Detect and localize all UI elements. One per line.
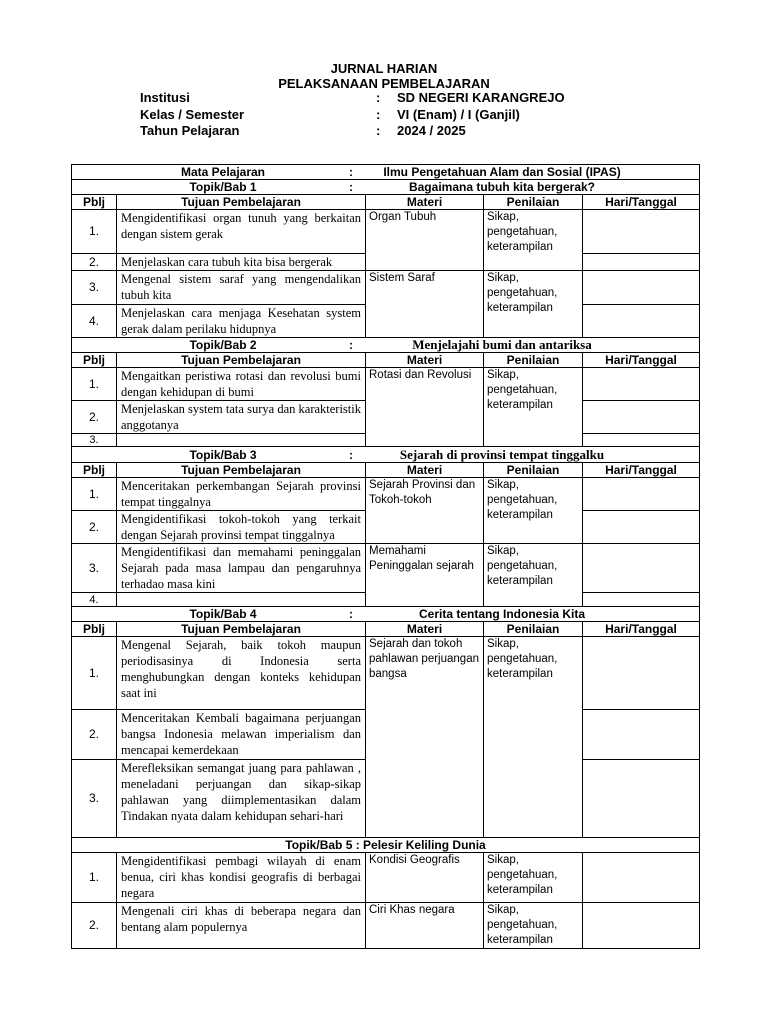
col-penilaian: Penilaian [484,622,583,637]
meta-value: 2024 / 2025 [397,123,466,138]
row-number: 4. [72,305,117,338]
col-pblj: Pblj [72,353,117,368]
row-tujuan: Mengenali ciri khas di beberapa negara dan bentang alam populernya [117,903,366,949]
row-hari [583,254,700,271]
topic-row [72,607,700,622]
topic-colon: : [349,447,353,462]
row-number: 2. [72,401,117,434]
row-penilaian: Sikap, pengetahuan, keterampilan [484,853,583,903]
col-pblj: Pblj [72,195,117,210]
column-header-row [72,195,700,210]
row-hari [583,401,700,434]
topic-label: Topik/Bab 4 [189,607,257,621]
row-materi: Organ Tubuh [366,210,484,271]
topic-label: Topik/Bab 1 [189,180,257,194]
meta-colon: : [376,123,381,138]
topic-row [72,180,700,195]
row-hari [583,511,700,544]
col-hari: Hari/Tanggal [583,195,700,210]
col-tujuan: Tujuan Pembelajaran [117,622,366,637]
col-materi: Materi [366,353,484,368]
col-tujuan: Tujuan Pembelajaran [117,195,366,210]
topic-cell: Topik/Bab 5 : Pelesir Keliling Dunia [72,838,700,853]
col-penilaian: Penilaian [484,463,583,478]
row-penilaian: Sikap, pengetahuan, keterampilan [484,478,583,544]
meta-value: VI (Enam) / I (Ganjil) [397,107,520,122]
topic-colon: : [349,180,353,194]
table-row [72,478,700,511]
row-tujuan: Mengaitkan peristiwa rotasi dan revolusi bumi dengan kehidupan di bumi [117,368,366,401]
col-tujuan: Tujuan Pembelajaran [117,463,366,478]
row-hari [583,710,700,760]
row-materi: Rotasi dan Revolusi [366,368,484,447]
topic-cell [72,607,700,622]
row-number: 1. [72,637,117,710]
col-pblj: Pblj [72,463,117,478]
column-header-row [72,353,700,368]
row-hari [583,368,700,401]
row-hari [583,210,700,254]
row-number: 1. [72,853,117,903]
subject-cell [72,165,700,180]
topic-value: Sejarah di provinsi tempat tinggalku [399,446,605,462]
row-number: 3. [72,434,117,447]
col-materi: Materi [366,195,484,210]
topic-value: Bagaimana tubuh kita bergerak? [408,180,596,194]
table-row [72,368,700,401]
row-tujuan: Menjelaskan system tata surya dan karakteristik anggotanya [117,401,366,434]
meta-label: Tahun Pelajaran [140,123,240,138]
col-materi: Materi [366,622,484,637]
row-tujuan: Menjelaskan cara tubuh kita bisa bergerak [117,254,366,271]
row-tujuan: Mengidentifikasi organ tunuh yang berkaitan dengan sistem gerak [117,210,366,254]
column-header-row [72,622,700,637]
row-penilaian: Sikap, pengetahuan, keterampilan [484,271,583,338]
row-hari [583,853,700,903]
document-subtitle: PELAKSANAAN PEMBELAJARAN [278,76,490,91]
row-number: 1. [72,210,117,254]
row-number: 1. [72,368,117,401]
table-row [72,637,700,710]
col-hari: Hari/Tanggal [583,622,700,637]
subject-colon: : [349,165,353,179]
row-tujuan: Mengidentifikasi tokoh-tokoh yang terkait dengan Sejarah provinsi tempat tinggalnya [117,511,366,544]
row-number: 1. [72,478,117,511]
topic-row [72,838,700,853]
row-materi: Sistem Saraf [366,271,484,338]
col-hari: Hari/Tanggal [583,353,700,368]
row-tujuan [117,593,366,607]
row-penilaian: Sikap, pengetahuan, keterampilan [484,637,583,838]
row-tujuan: Mengidentifikasi dan memahami peninggalan Sejarah pada masa lampau dan pengaruhnya terhadao masa kini [117,544,366,593]
table-row [72,210,700,254]
row-hari [583,637,700,710]
row-tujuan: Menceritakan Kembali bagaimana perjuangan bangsa Indonesia melawan imperialism dan mencapai kemerdekaan [117,710,366,760]
subject-row [72,165,700,180]
meta-colon: : [376,107,381,122]
subject-label: Mata Pelajaran [180,165,266,179]
subject-value: Ilmu Pengetahuan Alam dan Sosial (IPAS) [383,165,621,179]
row-materi: Memahami Peninggalan sejarah [366,544,484,607]
row-tujuan: Menjelaskan cara menjaga Kesehatan system gerak dalam perilaku hidupnya [117,305,366,338]
topic-value: Cerita tentang Indonesia Kita [418,607,586,621]
row-hari [583,593,700,607]
row-tujuan: Merefleksikan semangat juang para pahlawan , meneladani perjuangan dan sikap-sikap pahlawan yang diimplementasikan dalam Tindakan nyata dalam kehidupan sehari-hari [117,760,366,838]
topic-cell [72,338,700,353]
col-hari: Hari/Tanggal [583,463,700,478]
row-hari [583,271,700,305]
row-tujuan [117,434,366,447]
meta-label: Institusi [140,90,190,105]
table-row [72,903,700,949]
row-number: 3. [72,271,117,305]
col-materi: Materi [366,463,484,478]
row-penilaian: Sikap, pengetahuan, keterampilan [484,544,583,607]
row-tujuan: Mengenal Sejarah, baik tokoh maupun periodisasinya di Indonesia serta menghubungkan dengan konteks kehidupan saat ini [117,637,366,710]
column-header-row [72,463,700,478]
row-penilaian: Sikap, pengetahuan, keterampilan [484,903,583,949]
row-tujuan: Mengenal sistem saraf yang mengendalikan tubuh kita [117,271,366,305]
row-hari [583,434,700,447]
meta-colon: : [376,90,381,105]
row-hari [583,760,700,838]
row-hari [583,305,700,338]
row-materi: Kondisi Geografis [366,853,484,903]
row-materi: Sejarah Provinsi dan Tokoh-tokoh [366,478,484,544]
topic-cell [72,180,700,195]
row-number: 3. [72,544,117,593]
table-row [72,853,700,903]
row-number: 4. [72,593,117,607]
topic-value: Menjelajahi bumi dan antariksa [412,337,592,352]
row-number: 2. [72,903,117,949]
row-tujuan: Menceritakan perkembangan Sejarah provinsi tempat tinggalnya [117,478,366,511]
topic-row [72,338,700,353]
meta-label: Kelas / Semester [140,107,245,122]
row-materi: Sejarah dan tokoh pahlawan perjuangan bangsa [366,637,484,838]
topic-label: Topik/Bab 2 [189,338,257,352]
row-penilaian: Sikap, pengetahuan, keterampilan [484,210,583,271]
topic-colon: : [349,607,353,621]
document-title: JURNAL HARIAN [330,61,438,76]
journal-table [71,164,700,949]
row-penilaian: Sikap, pengetahuan, keterampilan [484,368,583,447]
row-number: 2. [72,710,117,760]
row-number: 2. [72,511,117,544]
row-number: 2. [72,254,117,271]
col-penilaian: Penilaian [484,195,583,210]
row-hari [583,903,700,949]
meta-value: SD NEGERI KARANGREJO [397,90,565,105]
topic-colon: : [349,338,353,352]
col-penilaian: Penilaian [484,353,583,368]
table-row [72,271,700,305]
col-pblj: Pblj [72,622,117,637]
table-row [72,544,700,593]
topic-label: Topik/Bab 3 [189,447,257,462]
row-tujuan: Mengidentifikasi pembagi wilayah di enam benua, ciri khas kondisi geografis di berbagai negara [117,853,366,903]
row-materi: Ciri Khas negara [366,903,484,949]
topic-row [72,447,700,463]
row-hari [583,478,700,511]
topic-cell [72,447,700,463]
col-tujuan: Tujuan Pembelajaran [117,353,366,368]
row-number: 3. [72,760,117,838]
row-hari [583,544,700,593]
